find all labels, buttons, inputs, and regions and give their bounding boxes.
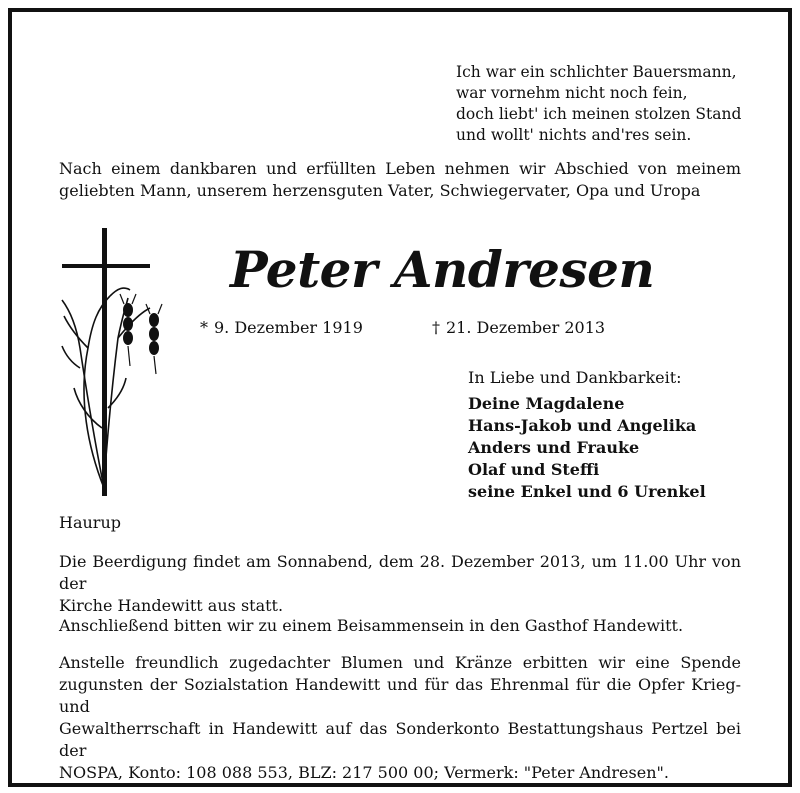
poem-line: Ich war ein schlichter Bauersmann, bbox=[456, 63, 737, 81]
mourner-name: Deine Magdalene bbox=[468, 394, 625, 413]
poem-line: und wollt' nichts and'res sein. bbox=[456, 126, 692, 144]
funeral-info bbox=[59, 551, 741, 617]
donation-info bbox=[59, 652, 741, 784]
intro-line: geliebten Mann, unserem herzensguten Vater, Schwiegervater, Opa und Uropa bbox=[59, 181, 701, 200]
mourner-name: Hans-Jakob und Angelika bbox=[468, 416, 697, 435]
birth-symbol: * bbox=[200, 318, 208, 337]
birth-date bbox=[200, 318, 363, 337]
deceased-name: Peter Andresen bbox=[230, 240, 655, 299]
funeral-line: Kirche Handewitt aus statt. bbox=[59, 596, 284, 615]
mourner-name: seine Enkel und 6 Urenkel bbox=[468, 482, 706, 501]
intro-line: Nach einem dankbaren und erfüllten Leben nehmen wir Abschied von meinem bbox=[59, 159, 741, 178]
mourner-name: Anders und Frauke bbox=[468, 438, 640, 457]
death-symbol: † bbox=[432, 318, 440, 337]
donation-line: zugunsten der Sozialstation Handewitt und für das Ehrenmal für die Opfer Krieg- und bbox=[59, 675, 741, 716]
donation-line: NOSPA, Konto: 108 088 553, BLZ: 217 500 00; Vermerk: "Peter Andresen". bbox=[59, 763, 669, 782]
funeral-line: Die Beerdigung findet am Sonnabend, dem 28. Dezember 2013, um 11.00 Uhr von der bbox=[59, 552, 741, 593]
death-date bbox=[432, 318, 605, 337]
cross-with-wheat-icon bbox=[58, 228, 168, 500]
poem bbox=[456, 62, 741, 146]
poem-line: war vornehm nicht noch fein, bbox=[456, 84, 688, 102]
death-date-text: 21. Dezember 2013 bbox=[446, 318, 606, 337]
birth-date-text: 9. Dezember 1919 bbox=[214, 318, 363, 337]
gathering-info bbox=[59, 615, 741, 637]
intro-text bbox=[59, 158, 741, 202]
donation-line: Anstelle freundlich zugedachter Blumen und Kränze erbitten wir eine Spende bbox=[59, 653, 741, 672]
place-name: Haurup bbox=[59, 513, 121, 532]
mourners-list bbox=[468, 393, 706, 503]
mourner-name: Olaf und Steffi bbox=[468, 460, 600, 479]
gathering-line: Anschließend bitten wir zu einem Beisammensein in den Gasthof Handewitt. bbox=[59, 616, 684, 635]
donation-line: Gewaltherrschaft in Handewitt auf das Sonderkonto Bestattungshaus Pertzel bei der bbox=[59, 719, 741, 760]
poem-line: doch liebt' ich meinen stolzen Stand bbox=[456, 105, 742, 123]
mourners-heading: In Liebe und Dankbarkeit: bbox=[468, 368, 682, 387]
